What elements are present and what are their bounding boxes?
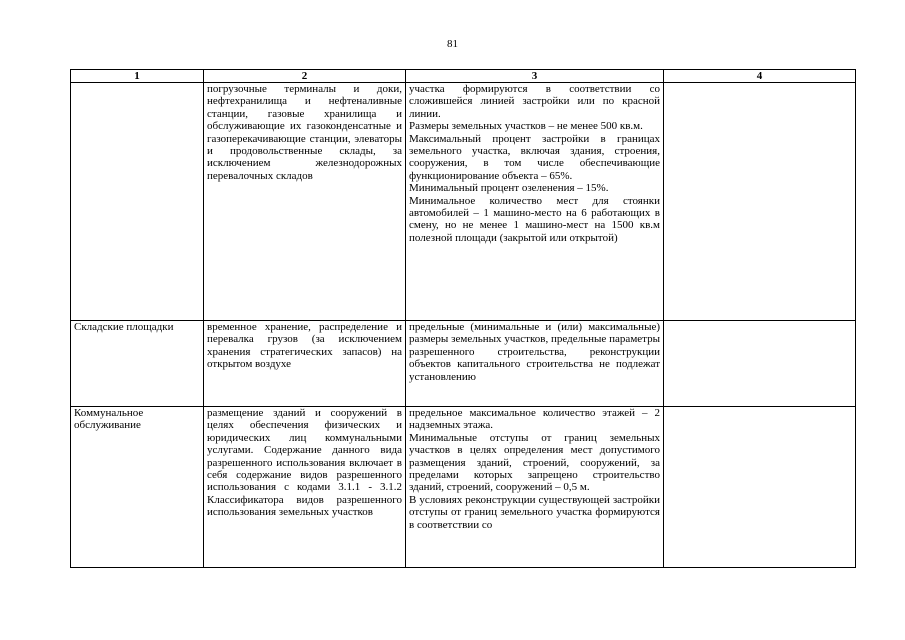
parameter-paragraph: предельное максимальное количество этажей – 2 надземных этажа.: [409, 407, 660, 432]
parameter-paragraph: Размеры земельных участков – не менее 500 кв.м.: [409, 120, 643, 133]
column-header-1: 1: [71, 70, 204, 83]
table-row: [71, 83, 856, 321]
table-row: [71, 407, 856, 568]
use-type-notes: [664, 83, 856, 321]
use-type-description: погрузочные терминалы и доки, нефтехранилища и нефтеналивные станции, газовые хранилища и обслуживающие их газоконденсатные и газоперекачивающие станции, элеваторы и продовольственные склады, за исключением железнодорожных перевалочных складов: [204, 83, 406, 321]
parameter-paragraph: В условиях реконструкции существующей застройки отступы от границ земельного участка формируются в соответствии со: [409, 493, 660, 531]
use-type-parameters: [406, 321, 664, 407]
use-type-notes: [664, 321, 856, 407]
table-header-row: [71, 70, 856, 83]
parameter-paragraph: Максимальный процент застройки в границах земельного участка, включая здания, строения, сооружения, в том числе обеспечивающие функционирование объекта – 65%.: [409, 132, 660, 182]
parameter-paragraph: предельные (минимальные и (или) максимальные) размеры земельных участков, предельные параметры разрешенного строительства, реконструкции объектов капитального строительства не подлежат установлению: [409, 321, 660, 383]
use-type-name: Коммунальное обслуживание: [71, 407, 204, 568]
page-number: 81: [447, 38, 458, 50]
table-row: [71, 321, 856, 407]
parameter-paragraph: Минимальный процент озеленения – 15%.: [409, 182, 609, 195]
parameter-paragraph: участка формируются в соответствии со сложившейся линией застройки или по красной линии.: [409, 83, 660, 120]
use-type-name: Складские площадки: [71, 321, 204, 407]
use-type-description: размещение зданий и сооружений в целях обеспечения физических и юридических лиц коммунальными услугами. Содержание данного вида разрешенного использования включает в себя содержание видов разрешенного использования с кодами 3.1.1 - 3.1.2 Классификатора видов разрешенного использования земельных участков: [204, 407, 406, 568]
use-type-description: временное хранение, распределение и перевалка грузов (за исключением хранения стратегических запасов) на открытом воздухе: [204, 321, 406, 407]
use-type-name: [71, 83, 204, 321]
column-header-4: 4: [664, 70, 856, 83]
parameter-paragraph: Минимальное количество мест для стоянки автомобилей – 1 машино-место на 6 работающих в смену, но не менее 1 машино-мест на 1500 кв.м полезной площади (закрытой или открытой): [409, 194, 660, 244]
parameter-paragraph: Минимальные отступы от границ земельных участков в целях определения мест допустимого размещения зданий, строений, сооружений, за пределами которых запрещено строительство зданий, строений, сооружений – 0,5 м.: [409, 431, 660, 494]
regulations-table: [70, 69, 856, 568]
use-type-notes: [664, 407, 856, 568]
use-type-parameters: [406, 83, 664, 321]
column-header-3: 3: [406, 70, 664, 83]
use-type-parameters: [406, 407, 664, 568]
column-header-2: 2: [204, 70, 406, 83]
